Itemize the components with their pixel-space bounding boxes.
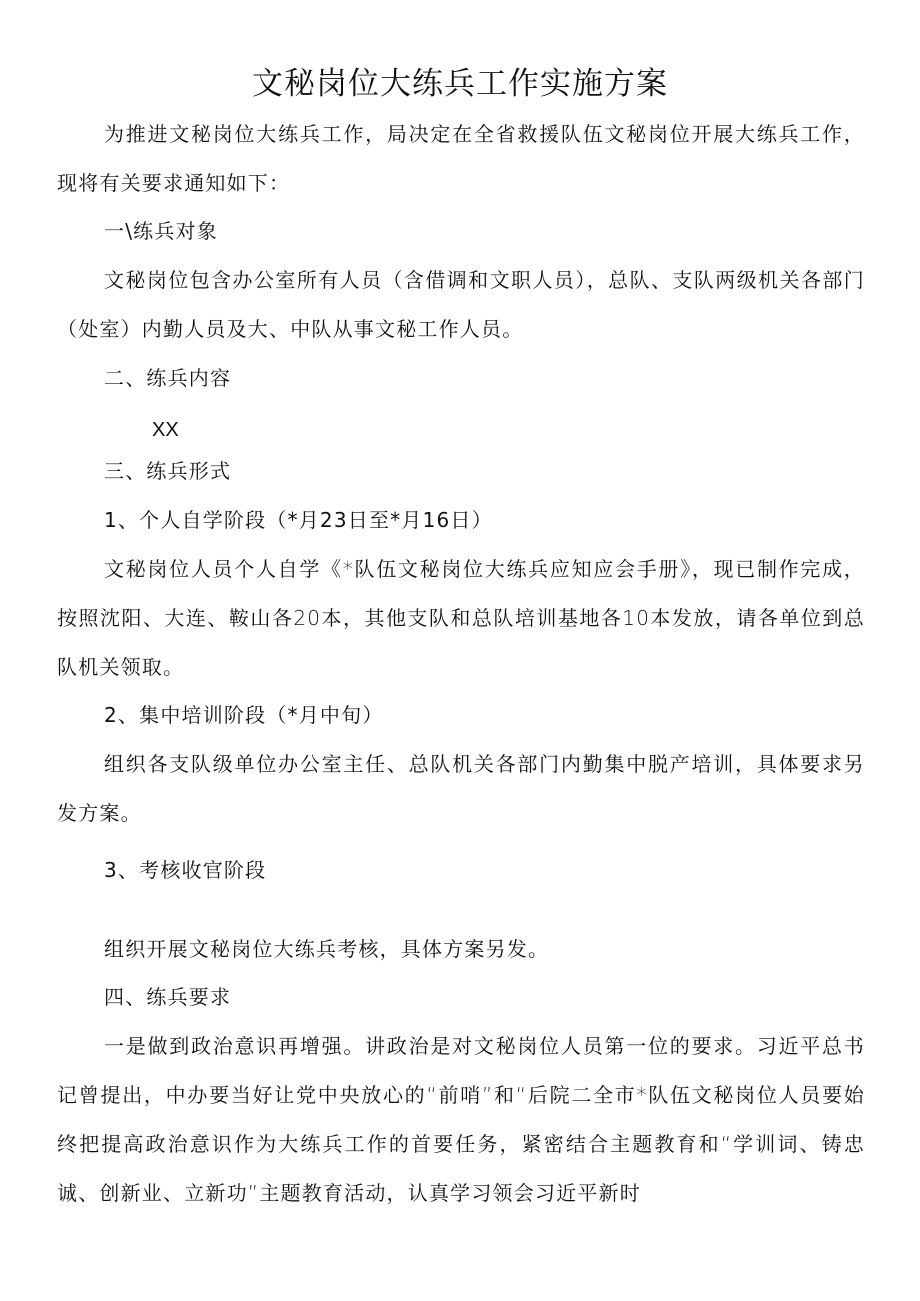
stage3-heading: 3、考核收官阶段 [104,858,267,882]
section2-heading: 二、练兵内容 [104,366,232,390]
stage1-paragraph: 文秘岗位人员个人自学《*队伍文秘岗位大练兵应知应会手册》，现已制作完成，按照沈阳、大连、鞍山各20本，其他支队和总队培训基地各10本发放，请各单位到总队机关领取。 [57,557,865,679]
stage2-paragraph: 组织各支队级单位办公室主任、总队机关各部门内勤集中脱产培训，具体要求另发方案。 [57,752,865,825]
section4-paragraph: 一是做到政治意识再增强。讲政治是对文秘岗位人员第一位的要求。习近平总书记曾提出，中办要当好让党中央放心的“前哨”和“后院二全市*队伍文秘岗位人员要始终把提高政治意识作为大练兵工作的首要任务，紧密结合主题教育和“学训词、铸忠诚、创新业、立新功”主题教育活动，认真学习领会习近平新时 [57,1034,865,1205]
stage2-heading: 2、集中培训阶段（*月中旬） [104,703,384,727]
section1-heading: 一\练兵对象 [104,219,218,243]
document-title: 文秘岗位大练兵工作实施方案 [252,66,668,102]
stage3-paragraph: 组织开展文秘岗位大练兵考核，具体方案另发。 [104,937,550,961]
section3-heading: 三、练兵形式 [104,459,232,483]
section4-heading: 四、练兵要求 [104,985,232,1009]
intro-paragraph: 为推进文秘岗位大练兵工作，局决定在全省救援队伍文秘岗位开展大练兵工作，现将有关要求通知如下： [57,122,865,195]
section1-paragraph: 文秘岗位包含办公室所有人员（含借调和文职人员），总队、支队两级机关各部门（处室）内勤人员及大、中队从事文秘工作人员。 [57,268,865,341]
section2-content: XX [152,419,179,441]
stage1-heading: 1、个人自学阶段（*月23日至*月16日） [104,508,493,532]
